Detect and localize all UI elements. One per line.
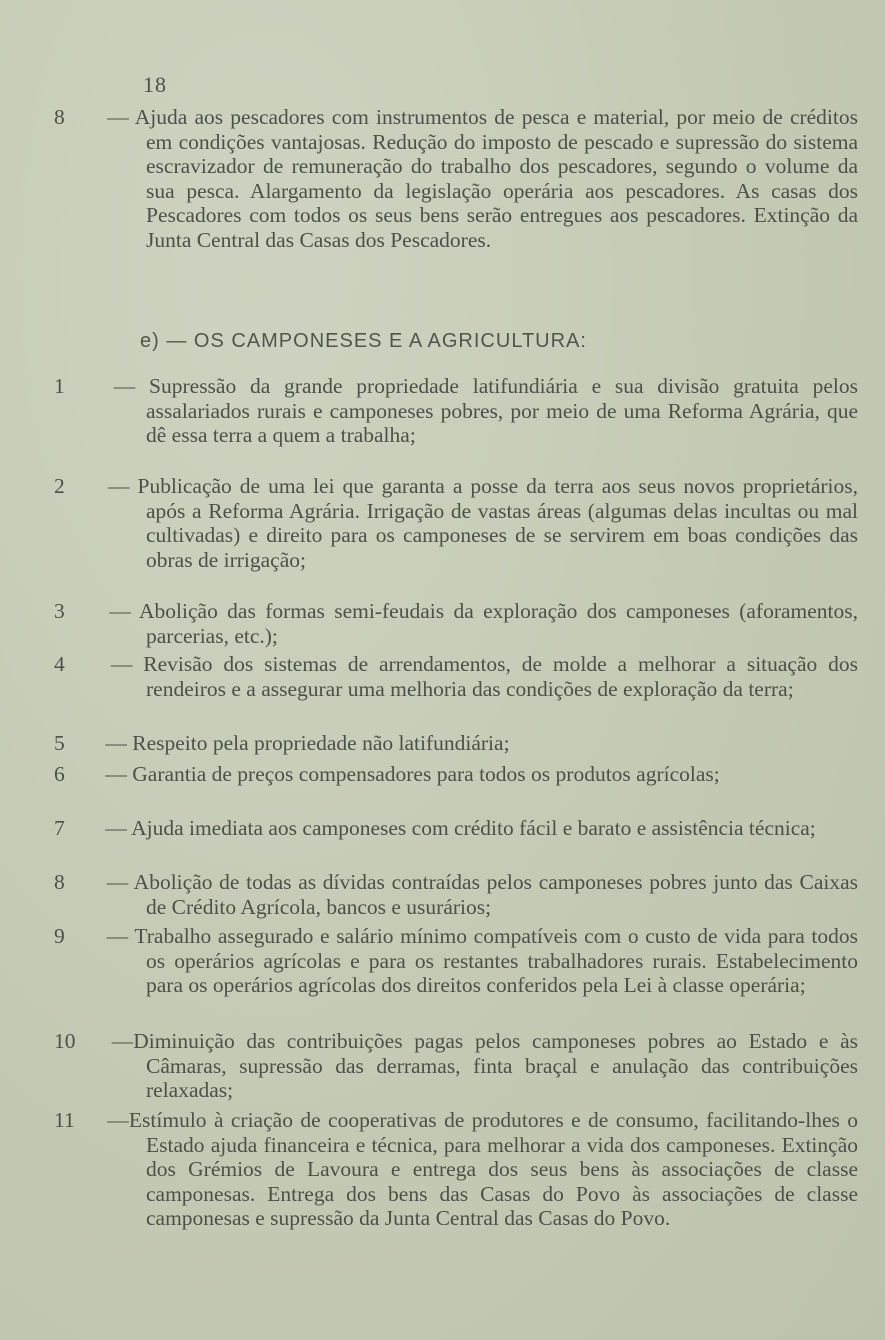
list-item: 8 — Abolição de todas as dívidas contraídas pelos camponeses pobres junto das Caixas de Crédito Agrícola, bancos e usurários; <box>54 870 858 919</box>
item-text: — Ajuda aos pescadores com instrumentos de pesca e material, por meio de créditos em condições vantajosas. Redução do imposto de pescado e supressão do sistema escravizador de remuneração do trabalho dos pescadores, segundo o volume da sua pesca. Alargamento da legislação operária aos pescadores. As casas dos Pescadores com todos os seus bens serão entregues aos pescadores. Extinção da Junta Central das Casas dos Pescadores. <box>107 105 858 252</box>
item-text: —Estímulo à criação de cooperativas de produtores e de consumo, facilitando-lhes o Estado ajuda financeira e técnica, para melhorar a vida dos camponeses. Extinção dos Grémios de Lavoura e entrega dos seus bens às associações de classe camponesas. Entrega dos bens das Casas do Povo às associações de classe camponesas e supressão da Junta Central das Casas do Povo. <box>107 1108 859 1230</box>
section-heading: e) — OS CAMPONESES E A AGRICULTURA: <box>140 330 587 352</box>
list-item: 7 — Ajuda imediata aos camponeses com crédito fácil e barato e assistência técnica; <box>54 816 816 840</box>
item-text: — Ajuda imediata aos camponeses com crédito fácil e barato e assistência técnica; <box>105 816 816 840</box>
item-text: — Abolição das formas semi-feudais da exploração dos camponeses (aforamentos, parcerias, etc.); <box>109 599 858 648</box>
page-number: 18 <box>143 72 167 97</box>
list-item: 6 — Garantia de preços compensadores para todos os produtos agrícolas; <box>54 762 720 786</box>
list-item-fishermen: 8 — Ajuda aos pescadores com instrumentos de pesca e material, por meio de créditos em condições vantajosas. Redução do imposto de pescado e supressão do sistema escravizador de remuneração do trabalho dos pescadores, segundo o volume da sua pesca. Alargamento da legislação operária aos pescadores. As casas dos Pescadores com todos os seus bens serão entregues aos pescadores. Extinção da Junta Central das Casas dos Pescadores. <box>54 105 858 252</box>
item-text: — Respeito pela propriedade não latifundiária; <box>105 731 510 755</box>
item-text: — Publicação de uma lei que garanta a posse da terra aos seus novos proprietários, após a Reforma Agrária. Irrigação de vastas áreas (algumas delas incultas ou mal cultivadas) e direito para os camponeses de se servirem em boas condições das obras de irrigação; <box>108 474 859 572</box>
list-item: 4 — Revisão dos sistemas de arrendamentos, de molde a melhorar a situação dos rendeiros e a assegurar uma melhoria das condições de exploração da terra; <box>54 652 858 701</box>
list-item: 5 — Respeito pela propriedade não latifundiária; <box>54 731 510 755</box>
list-item: 9 — Trabalho assegurado e salário mínimo compatíveis com o custo de vida para todos os operários agrícolas e para os restantes trabalhadores rurais. Estabelecimento para os operários agrícolas dos direitos conferidos pela Lei à classe operária; <box>54 924 859 997</box>
list-item: 11 —Estímulo à criação de cooperativas de produtores e de consumo, facilitando-lhes o Estado ajuda financeira e técnica, para melhorar a vida dos camponeses. Extinção dos Grémios de Lavoura e entrega dos seus bens às associações de classe camponesas. Entrega dos bens das Casas do Povo às associações de classe camponesas e supressão da Junta Central das Casas do Povo. <box>54 1108 859 1230</box>
list-item: 10 —Diminuição das contribuições pagas pelos camponeses pobres ao Estado e às Câmaras, supressão das derramas, finta braçal e anulação das contribuições relaxadas; <box>54 1029 858 1102</box>
item-text: — Trabalho assegurado e salário mínimo compatíveis com o custo de vida para todos os operários agrícolas e para os restantes trabalhadores rurais. Estabelecimento para os operários agrícolas dos direitos conferidos pela Lei à classe operária; <box>106 924 859 997</box>
item-text: — Abolição de todas as dívidas contraídas pelos camponeses pobres junto das Caixas de Crédito Agrícola, bancos e usurários; <box>106 870 858 919</box>
list-item: 1 — Supressão da grande propriedade latifundiária e sua divisão gratuita pelos assalariados rurais e camponeses pobres, por meio de uma Reforma Agrária, que dê essa terra a quem a trabalha; <box>54 374 858 447</box>
item-text: —Diminuição das contribuições pagas pelos camponeses pobres ao Estado e às Câmaras, supressão das derramas, finta braçal e anulação das contribuições relaxadas; <box>111 1029 858 1102</box>
list-item: 2 — Publicação de uma lei que garanta a posse da terra aos seus novos proprietários, após a Reforma Agrária. Irrigação de vastas áreas (algumas delas incultas ou mal cultivadas) e direito para os camponeses de se servirem em boas condições das obras de irrigação; <box>54 474 859 572</box>
item-text: — Revisão dos sistemas de arrendamentos, de molde a melhorar a situação dos rendeiros e a assegurar uma melhoria das condições de exploração da terra; <box>110 652 858 701</box>
item-text: — Supressão da grande propriedade latifundiária e sua divisão gratuita pelos assalariados rurais e camponeses pobres, por meio de uma Reforma Agrária, que dê essa terra a quem a trabalha; <box>113 374 858 447</box>
item-text: — Garantia de preços compensadores para todos os produtos agrícolas; <box>105 762 720 786</box>
list-item: 3 — Abolição das formas semi-feudais da exploração dos camponeses (aforamentos, parcerias, etc.); <box>54 599 858 648</box>
